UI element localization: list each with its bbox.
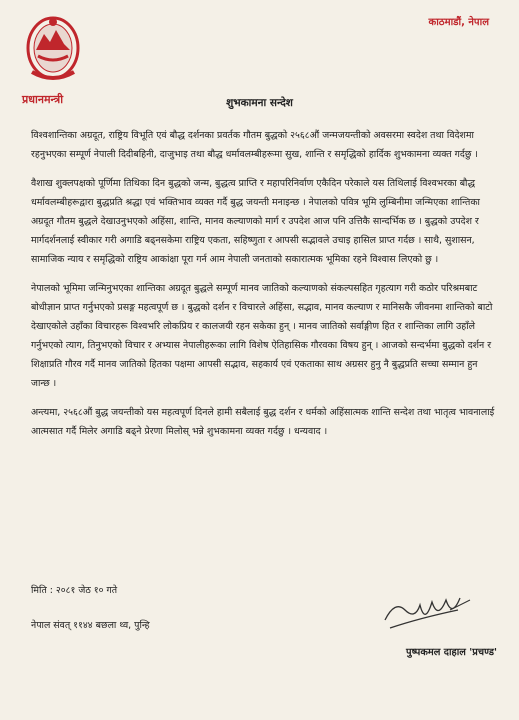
paragraph-3: नेपालको भूमिमा जन्मिनुभएका शान्तिका अग्रदूत बुद्धले सम्पूर्ण मानव जातिको कल्याणको संकल्पसहित गृहत्याग गरी कठोर परिश्रमबाट बोधीज्ञान प्राप्त गर्नुभएको प्रसङ्ग महत्वपूर्ण छ । बुद्धको दर्शन र विचारले अहिंसा, सद्भाव, मानव कल्याण र मानिसकै जीवनमा शान्तिको बाटो देखाएकोले उहाँका विचारहरू विश्वभरि लोकप्रिय र कालजयी रहन सकेका हुन् । मानव जातिको सर्वाङ्गीण हित र शान्तिका लागि उहाँले गर्नुभएको त्याग, तिनुभएको विचार र अभ्यास नेपालीहरूका लागि विशेष ऐतिहासिक गौरवका विषय हुन् । आजको सन्दर्भमा बुद्धको दर्शन र शिक्षाप्रति गौरव गर्दै मानव जातिको हितका पक्षमा आपसी सद्भाव, सहकार्य एवं एकताका साथ अग्रसर हुनु नै बुद्धप्रति सच्चा सम्मान हुन जान्छ । <box>31 283 493 389</box>
date-line: मिति : २०८१ जेठ १० गते <box>31 585 118 596</box>
signature-icon <box>380 580 480 635</box>
letter-body <box>31 126 499 451</box>
nepal-emblem-icon <box>24 12 82 86</box>
nepal-samvat-line: नेपाल संवत् ११४४ बछला थ्व, पुन्हि <box>31 620 150 631</box>
paragraph-1: विश्वशान्तिका अग्रदूत, राष्ट्रिय विभूति एवं बौद्ध दर्शनका प्रवर्तक गौतम बुद्धको २५६८औं जन्मजयन्तीको अवसरमा स्वदेश तथा विदेशमा रहनुभएका सम्पूर्ण नेपाली दिदीबहिनी, दाजुभाइ तथा बौद्ध धर्मावलम्बीहरूमा सुख, शान्ति र समृद्धिको हार्दिक शुभकामना व्यक्त गर्दछु । <box>31 130 478 160</box>
location-label: काठमाडौं, नेपाल <box>428 17 489 28</box>
paragraph-4: अन्त्यमा, २५६८औं बुद्ध जयन्तीको यस महत्वपूर्ण दिनले हामी सबैलाई बुद्ध दर्शन र धर्मको अहिंसात्मक शान्ति सन्देश तथा भातृत्व भावनालाई आत्मसात गर्दै मिलेर अगाडि बढ्ने प्रेरणा मिलोस् भन्ने शुभकामना व्यक्त गर्दछु । धन्यवाद । <box>31 407 495 437</box>
paragraph-2: वैशाख शुक्लपक्षको पूर्णिमा तिथिका दिन बुद्धको जन्म, बुद्धत्व प्राप्ति र महापरिनिर्वाण एकैदिन परेकाले यस तिथिलाई विश्वभरका बौद्ध धर्मावलम्बीहरूद्वारा बुद्धप्रति श्रद्धा एवं भक्तिभाव व्यक्त गर्दै बुद्ध जयन्ती मनाइन्छ । नेपालको पवित्र भूमि लुम्बिनीमा जन्मिएका शान्तिका अग्रदूत गौतम बुद्धले देखाउनुभएको अहिंसा, शान्ति, मानव कल्याणको मार्ग र उपदेश आज पनि उत्तिकै सान्दर्भिक छ । बुद्धको उपदेश र मार्गदर्शनलाई स्वीकार गरी अगाडि बढ्नसकेमा राष्ट्रिय एकता, सहिष्णुता र आपसी सद्भावले उचाइ हासिल प्राप्त गर्दछ । साथै, सुशासन, सामाजिक न्याय र समृद्धिको राष्ट्रिय आकांक्षा पूरा गर्न आम नेपाली जनताको सकारात्मक भूमिका रहने विश्वास लिएको छु । <box>31 178 480 265</box>
office-title: प्रधानमन्त्री <box>22 93 64 106</box>
letter-heading: शुभकामना सन्देश <box>226 97 293 109</box>
signer-name: पुष्पकमल दाहाल 'प्रचण्ड' <box>406 647 497 658</box>
